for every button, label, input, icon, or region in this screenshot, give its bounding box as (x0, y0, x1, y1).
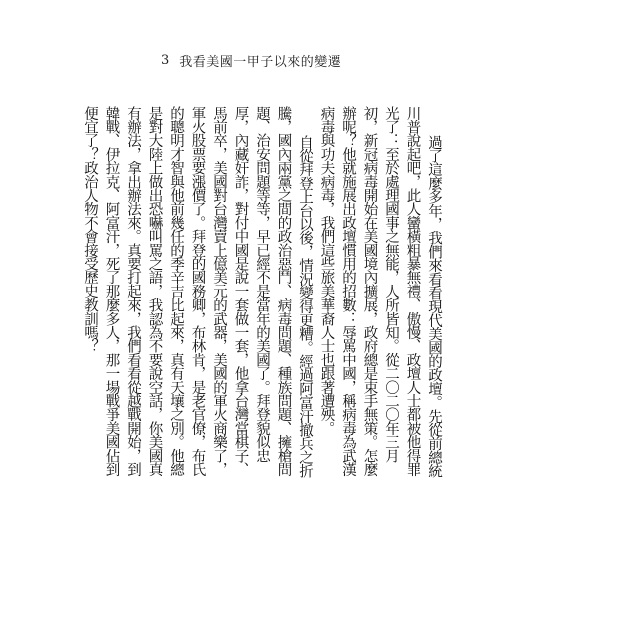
body-text (82, 106, 444, 478)
paragraph-1: 過了這麼多年，我們來看看現代美國的政壇。先從前總統川普說起吧，此人蠻橫粗暴無禮、傲慢、政壇人士都被他得罪光了：至於處理國事之無能，人所皆知。從二〇二〇年三月初，新冠病毒開始在美國境內擴展，政府總是束手無策。怎麼辦呢？他就施展出政壇慣用的招數：辱罵中國，稱病毒為武漢病毒與功夫病毒，我們這些旅美華裔人士也跟著遭殃。 (318, 106, 442, 478)
page-header (161, 50, 341, 70)
running-title: 我看美國一甲子以來的變遷 (179, 54, 342, 70)
paragraph-2: 自從拜登上台以後，情況變得更糟。經過阿富汗撤兵之折騰，國內兩黨之間的政治惡鬥、病毒問題、種族問題、擁槍問題、治安問題等等，早已經不是當年的美國了。拜登貌似忠厚，內藏奸詐，對付中國是說一套做一套，他拿台灣當棋子、馬前卒，美國對台灣賣上億美元的武器，美國的軍火商樂了，軍火股票要漲價了。拜登的國務卿，布林肯，是老官僚，布氏的聰明才智與他前幾任的季辛吉比起來，真有天壤之別。他總是對大陸上做出恐嚇叫罵之語，我認為不要說空話，你美國真有辦法，拿出辦法來。真要打起來，我們看看從越戰開始，到韓戰、伊拉克、阿富汗，死了那麼多人，那一場戰爭美國佔到便宜了？政治人物不會接受歷史教訓嗎？ (82, 106, 313, 478)
page-number: 3 (161, 52, 170, 68)
